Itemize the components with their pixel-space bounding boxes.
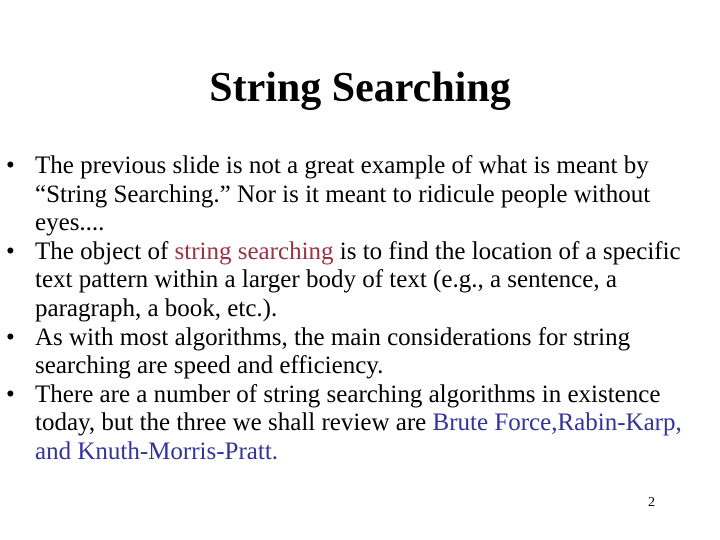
algorithm-names: Brute Force,Rabin-Karp, and Knuth-Morris-Pratt.	[35, 409, 682, 465]
bullet-text: is to find the location of a specific text pattern within a larger body of text (e.g., a sentence, a paragraph, a book, etc.).	[35, 237, 681, 322]
bullet-list	[6, 152, 706, 467]
bullet-marker: •	[6, 380, 15, 408]
bullet-marker: •	[6, 323, 15, 351]
bullet-text: The object of	[35, 237, 175, 265]
bullet-text: There are a number of string searching algorithms in existence today, but the three we shall review are	[35, 380, 661, 437]
slide-number: 2	[648, 495, 655, 510]
bullet-item	[6, 152, 706, 238]
bullet-text: The previous slide is not a great example of what is meant by “String Searching.” Nor is it meant to ridicule people without eyes....	[35, 152, 651, 237]
bullet-item	[6, 238, 706, 324]
bullet-marker: •	[6, 237, 15, 265]
bullet-marker: •	[6, 152, 15, 179]
bullet-item	[6, 381, 706, 467]
highlighted-term: string searching	[174, 237, 334, 265]
slide-title: String Searching	[209, 65, 511, 111]
bullet-text: As with most algorithms, the main considerations for string searching are speed and efficiency.	[35, 323, 631, 380]
bullet-item	[6, 324, 706, 381]
